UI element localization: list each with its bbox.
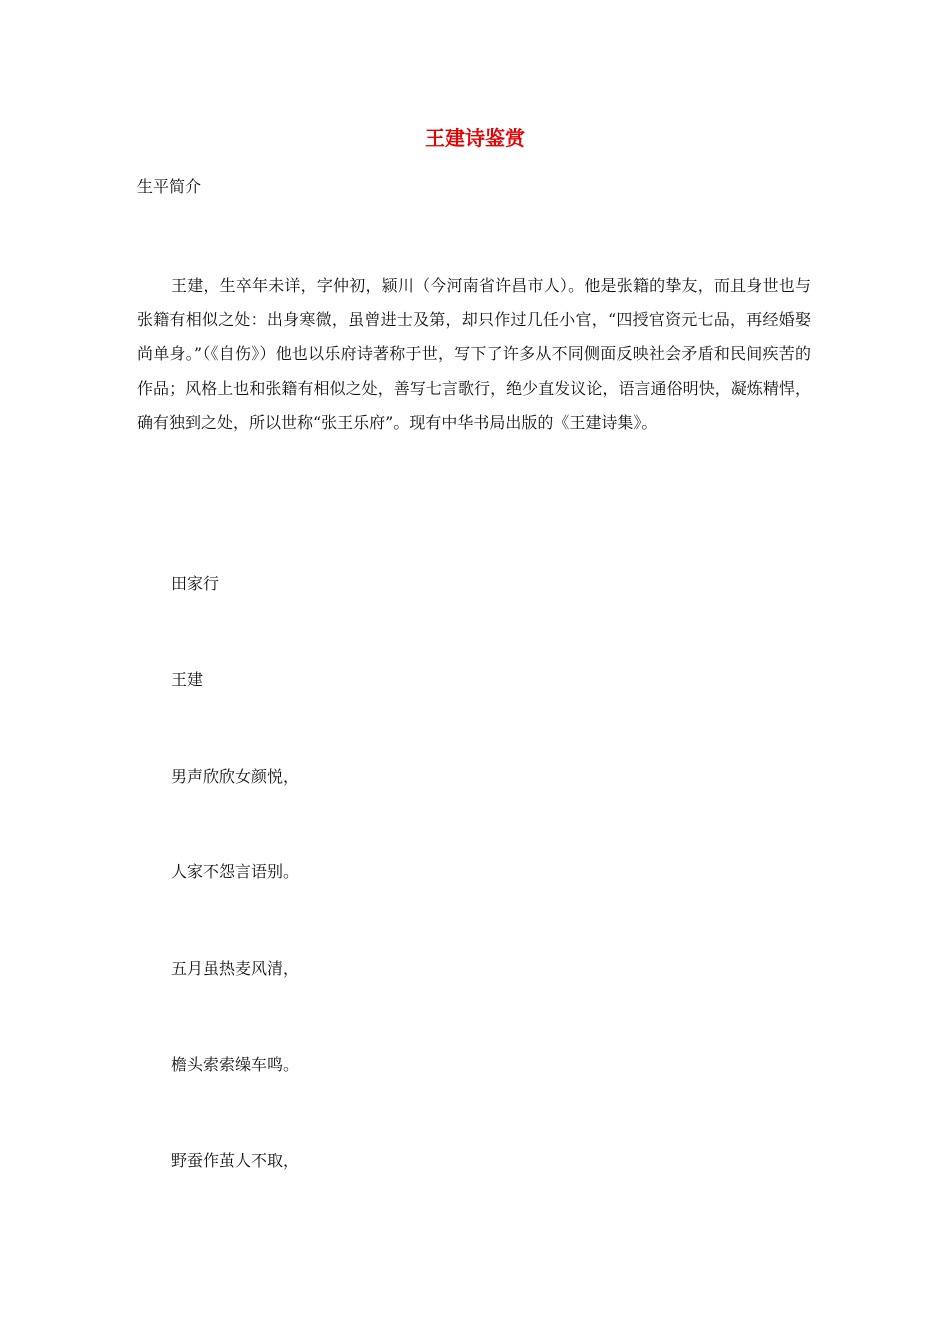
poem-line: 五月虽热麦风清， [171,959,300,978]
biography-paragraph: 王建，生卒年未详，字仲初，颍川（今河南省许昌市人）。他是张籍的挚友，而且身世也与张籍有相似之处：出身寒微，虽曾进士及第，却只作过几任小官，“四授官资元七品，再经婚娶尚单身。”（《自伤》）他也以乐府诗著称于世，写下了许多从不同侧面反映社会矛盾和民间疾苦的作品；风格上也和张籍有相似之处，善写七言歌行，绝少直发议论，语言通俗明快，凝炼精悍，确有独到之处，所以世称“张王乐府”。现有中华书局出版的《王建诗集》。 [137,276,811,432]
poem-title: 田家行 [171,574,220,593]
poem-line: 男声欣欣女颜悦， [171,767,300,786]
section-heading: 生平简介 [137,177,202,196]
poem-line: 人家不怨言语别。 [171,862,300,881]
poem-line: 檐头索索缲车鸣。 [171,1055,300,1074]
poem-author: 王建 [171,670,204,689]
document-title: 王建诗鉴赏 [425,126,525,150]
poem-line: 野蚕作茧人不取， [171,1151,300,1170]
